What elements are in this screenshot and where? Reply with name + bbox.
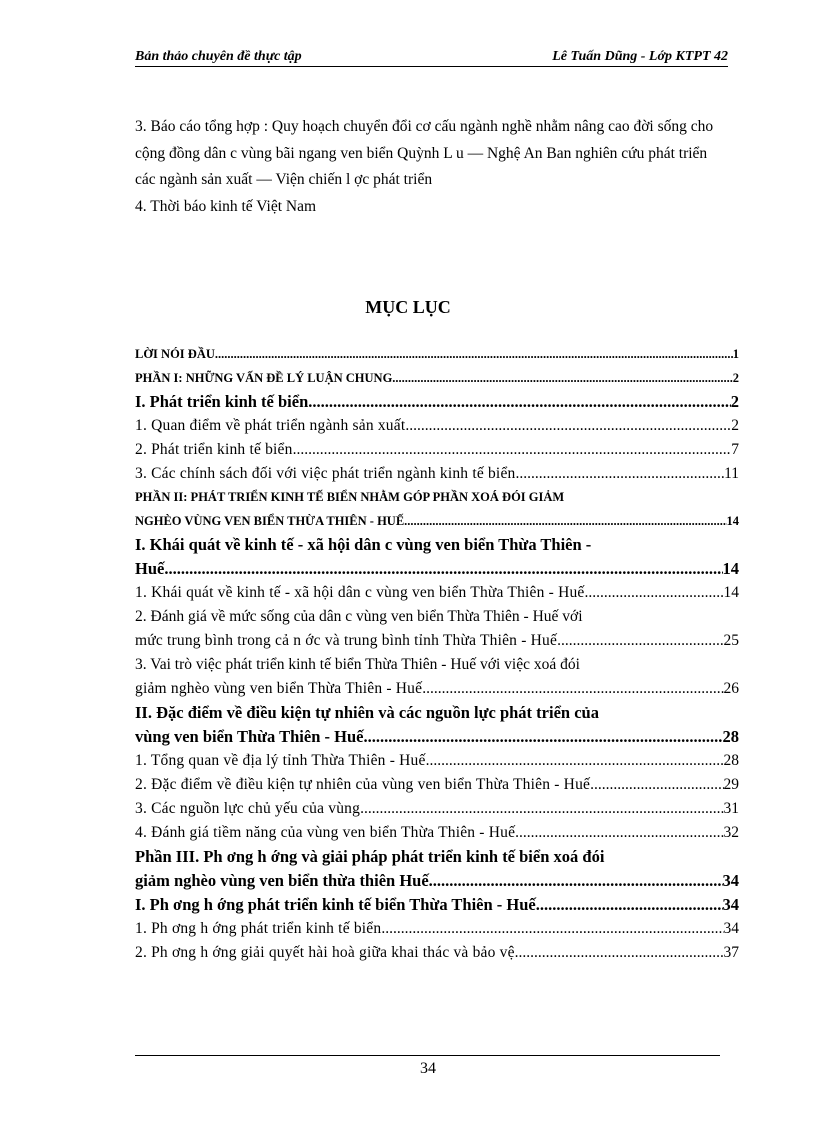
page-number: 34 xyxy=(420,1060,436,1077)
toc-entry-text: Huế xyxy=(135,559,165,578)
references xyxy=(135,114,728,220)
reference-item: 4. Thời báo kinh tế Việt Nam xyxy=(135,197,317,215)
toc-entry-text: 1. Ph ơng h ớng phát triển kinh tế biển xyxy=(135,920,382,937)
toc-entry-page: 14 xyxy=(722,559,739,578)
toc-entry xyxy=(135,557,739,581)
toc-entry-text: 1. Quan điểm về phát triển ngành sản xuất xyxy=(135,417,406,434)
toc-entry xyxy=(135,390,739,414)
toc-entry-page: 28 xyxy=(722,727,739,746)
toc-entry-page: 25 xyxy=(723,632,739,649)
toc-entry-page: 2 xyxy=(730,392,739,411)
toc-entry-text: NGHÈO VÙNG VEN BIỂN THỪA THIÊN - HUẾ xyxy=(135,513,405,528)
toc-entry-page: 2 xyxy=(732,370,739,385)
toc-entry xyxy=(135,343,739,367)
toc-entry-page: 29 xyxy=(723,776,739,793)
header-rule xyxy=(135,66,728,67)
toc-entry-page: 14 xyxy=(723,584,739,601)
toc-entry-page: 26 xyxy=(723,680,739,697)
toc-entry xyxy=(135,821,739,845)
toc-entry xyxy=(135,629,739,653)
toc-entry-page: 1 xyxy=(732,347,739,361)
toc-entry-text: mức trung bình trong cả n ớc và trung bình tỉnh Thừa Thiên - Huế xyxy=(135,632,558,649)
toc-entry xyxy=(135,438,739,462)
toc-entry xyxy=(135,917,739,941)
toc-entry xyxy=(135,367,739,391)
toc-entry-line: II. Đặc điểm về điều kiện tự nhiên và các nguồn lực phát triển của xyxy=(135,703,599,722)
toc-entry-page: 32 xyxy=(723,824,739,841)
toc-entry xyxy=(135,773,739,797)
header-left: Bản thảo chuyên đề thực tập xyxy=(135,49,302,64)
table-of-contents xyxy=(135,343,739,965)
toc-entry-text: I. Phát triển kinh tế biển xyxy=(135,392,309,411)
toc-entry-text: 2. Ph ơng h ớng giải quyết hài hoà giữa khai thác và bảo vệ xyxy=(135,944,515,961)
toc-entry xyxy=(135,749,739,773)
reference-item: 3. Báo cáo tổng hợp : Quy hoạch chuyển đổi cơ cấu ngành nghề nhằm nâng cao đời sống cho cộng đồng dân c vùng bãi ngang ven biển Quỳnh L u — Nghệ An Ban nghiên cứu phát triển các ngành sản xuất — Viện chiến l ợc phát triển xyxy=(135,118,714,188)
toc-entry-page: 34 xyxy=(722,895,739,914)
toc-entry-text: 2. Phát triển kinh tế biển xyxy=(135,441,293,458)
toc-entry-line: Phần III. Ph ơng h ớng và giải pháp phát triển kinh tế biển xoá đói xyxy=(135,847,605,866)
toc-entry-page: 34 xyxy=(723,920,739,937)
toc-entry-page: 2 xyxy=(731,417,739,434)
toc-entry-text: 3. Các chính sách đối với việc phát triển ngành kinh tế biển xyxy=(135,465,516,482)
toc-entry-page: 34 xyxy=(722,871,739,890)
toc-entry-page: 37 xyxy=(723,944,739,961)
toc-entry-line: 3. Vai trò việc phát triển kinh tế biển Thừa Thiên - Huế với việc xoá đói xyxy=(135,656,580,673)
toc-entry xyxy=(135,677,739,701)
toc-entry-text: 1. Khái quát về kinh tế - xã hội dân c vùng ven biển Thừa Thiên - Huế xyxy=(135,584,585,601)
toc-entry xyxy=(135,797,739,821)
toc-entry-text: vùng ven biển Thừa Thiên - Huế xyxy=(135,727,364,746)
toc-entry xyxy=(135,510,739,534)
toc-entry-text: LỜI NÓI ĐẦU xyxy=(135,347,215,361)
toc-entry-text: 2. Đặc điểm về điều kiện tự nhiên của vùng ven biển Thừa Thiên - Huế xyxy=(135,776,591,793)
page-header xyxy=(135,48,728,70)
toc-entry xyxy=(135,581,739,605)
toc-entry-text: 1. Tổng quan về địa lý tỉnh Thừa Thiên - Huế xyxy=(135,752,426,769)
toc-entry xyxy=(135,462,739,486)
toc-entry-text: I. Ph ơng h ớng phát triển kinh tế biển Thừa Thiên - Huế xyxy=(135,895,536,914)
toc-entry-text: 4. Đánh giá tiềm năng của vùng ven biển Thừa Thiên - Huế xyxy=(135,824,516,841)
toc-title: MỤC LỤC xyxy=(365,297,451,317)
toc-entry-page: 11 xyxy=(724,465,739,482)
toc-entry-page: 14 xyxy=(726,513,739,528)
toc-entry-line: 2. Đánh giá về mức sống của dân c vùng ven biển Thừa Thiên - Huế với xyxy=(135,608,583,625)
toc-entry-text: 3. Các nguồn lực chủ yếu của vùng xyxy=(135,800,361,817)
toc-entry-text: giảm nghèo vùng ven biển Thừa Thiên - Huế xyxy=(135,680,423,697)
toc-entry-page: 28 xyxy=(723,752,739,769)
toc-entry xyxy=(135,414,739,438)
toc-entry-page: 31 xyxy=(723,800,739,817)
toc-entry xyxy=(135,725,739,749)
toc-entry xyxy=(135,941,739,965)
footer-rule xyxy=(135,1055,720,1056)
toc-entry-page: 7 xyxy=(731,441,739,458)
toc-entry-line: I. Khái quát về kinh tế - xã hội dân c vùng ven biển Thừa Thiên - xyxy=(135,535,592,554)
toc-entry xyxy=(135,869,739,893)
toc-entry-text: PHẦN I: NHỮNG VẤN ĐỀ LÝ LUẬN CHUNG xyxy=(135,370,393,385)
toc-entry-line: PHẦN II: PHÁT TRIỂN KINH TẾ BIỂN NHẰM GÓP PHẦN XOÁ ĐÓI GIẢM xyxy=(135,490,565,504)
toc-entry xyxy=(135,893,739,917)
header-right: Lê Tuấn Dũng - Lớp KTPT 42 xyxy=(552,49,728,64)
toc-entry-text: giảm nghèo vùng ven biển thừa thiên Huế xyxy=(135,871,429,890)
